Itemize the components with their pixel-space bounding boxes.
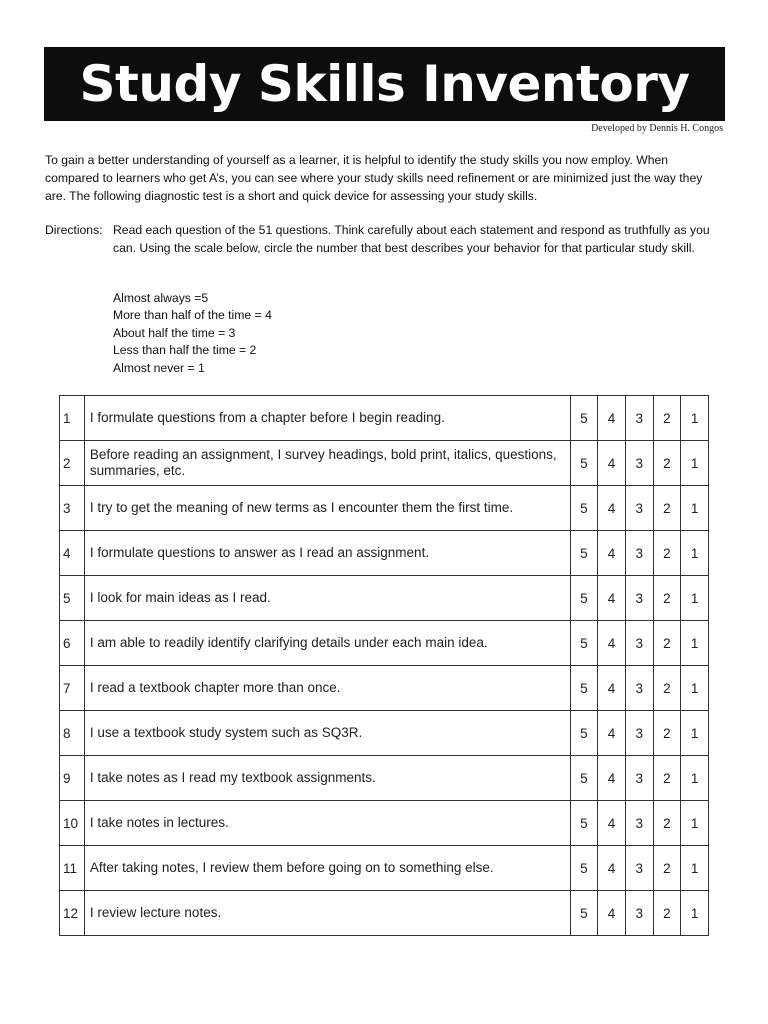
rating-option-3[interactable]: 3 (625, 801, 653, 846)
rating-option-5[interactable]: 5 (570, 531, 598, 576)
rating-option-2[interactable]: 2 (653, 801, 681, 846)
rating-scale (113, 290, 272, 377)
rating-option-4[interactable]: 4 (598, 891, 626, 936)
rating-option-1[interactable]: 1 (681, 576, 709, 621)
directions-block (45, 221, 725, 257)
question-text: I formulate questions to answer as I read an assignment. (84, 531, 570, 576)
question-text: I read a textbook chapter more than once. (84, 666, 570, 711)
rating-option-2[interactable]: 2 (653, 711, 681, 756)
rating-option-2[interactable]: 2 (653, 846, 681, 891)
rating-option-4[interactable]: 4 (598, 846, 626, 891)
intro-paragraph: To gain a better understanding of yourself as a learner, it is helpful to identify the study skills you now employ. When compared to learners who get A’s, you can see where your study skills need refinement or are minimized just the way they are. The following diagnostic test is a short and quick device for assessing your study skills. (45, 153, 703, 203)
rating-option-3[interactable]: 3 (625, 396, 653, 441)
question-text: I take notes as I read my textbook assignments. (84, 756, 570, 801)
question-number: 10 (60, 801, 85, 846)
rating-option-2[interactable]: 2 (653, 891, 681, 936)
rating-option-3[interactable]: 3 (625, 846, 653, 891)
question-row (60, 531, 709, 576)
question-number: 11 (60, 846, 85, 891)
rating-option-3[interactable]: 3 (625, 531, 653, 576)
rating-option-3[interactable]: 3 (625, 891, 653, 936)
scale-item: About half the time = 3 (113, 325, 236, 340)
inventory-table (59, 395, 709, 936)
rating-option-5[interactable]: 5 (570, 396, 598, 441)
rating-option-3[interactable]: 3 (625, 666, 653, 711)
directions-label: Directions: (45, 223, 103, 237)
question-row (60, 486, 709, 531)
rating-option-4[interactable]: 4 (598, 621, 626, 666)
rating-option-2[interactable]: 2 (653, 441, 681, 486)
question-text: I try to get the meaning of new terms as I encounter them the first time. (84, 486, 570, 531)
rating-option-4[interactable]: 4 (598, 756, 626, 801)
question-number: 3 (60, 486, 85, 531)
scale-item: Less than half the time = 2 (113, 343, 257, 358)
question-text: I am able to readily identify clarifying details under each main idea. (84, 621, 570, 666)
rating-option-4[interactable]: 4 (598, 396, 626, 441)
rating-option-2[interactable]: 2 (653, 531, 681, 576)
rating-option-2[interactable]: 2 (653, 576, 681, 621)
question-number: 5 (60, 576, 85, 621)
rating-option-1[interactable]: 1 (681, 486, 709, 531)
rating-option-3[interactable]: 3 (625, 441, 653, 486)
directions-text: Read each question of the 51 questions. Think carefully about each statement and respond as truthfully as you can. Using the scale below, circle the number that best describes your behavior for that particular study skill. (113, 223, 710, 255)
rating-option-4[interactable]: 4 (598, 711, 626, 756)
title-banner (44, 47, 725, 121)
question-number: 1 (60, 396, 85, 441)
question-number: 8 (60, 711, 85, 756)
rating-option-3[interactable]: 3 (625, 486, 653, 531)
question-text: I formulate questions from a chapter before I begin reading. (84, 396, 570, 441)
rating-option-1[interactable]: 1 (681, 756, 709, 801)
rating-option-2[interactable]: 2 (653, 621, 681, 666)
rating-option-5[interactable]: 5 (570, 756, 598, 801)
question-text: After taking notes, I review them before going on to something else. (84, 846, 570, 891)
rating-option-4[interactable]: 4 (598, 441, 626, 486)
rating-option-2[interactable]: 2 (653, 756, 681, 801)
question-row (60, 666, 709, 711)
rating-option-5[interactable]: 5 (570, 846, 598, 891)
rating-option-2[interactable]: 2 (653, 396, 681, 441)
rating-option-3[interactable]: 3 (625, 621, 653, 666)
question-number: 4 (60, 531, 85, 576)
question-row (60, 621, 709, 666)
rating-option-1[interactable]: 1 (681, 531, 709, 576)
question-number: 9 (60, 756, 85, 801)
rating-option-4[interactable]: 4 (598, 801, 626, 846)
rating-option-1[interactable]: 1 (681, 846, 709, 891)
rating-option-1[interactable]: 1 (681, 891, 709, 936)
rating-option-3[interactable]: 3 (625, 576, 653, 621)
rating-option-1[interactable]: 1 (681, 441, 709, 486)
scale-item: Almost never = 1 (113, 360, 205, 375)
rating-option-4[interactable]: 4 (598, 666, 626, 711)
question-number: 2 (60, 441, 85, 486)
rating-option-1[interactable]: 1 (681, 396, 709, 441)
question-text: Before reading an assignment, I survey headings, bold print, italics, questions, summaries, etc. (84, 441, 570, 486)
question-row (60, 891, 709, 936)
question-row (60, 801, 709, 846)
question-row (60, 576, 709, 621)
rating-option-1[interactable]: 1 (681, 801, 709, 846)
question-text: I review lecture notes. (84, 891, 570, 936)
rating-option-4[interactable]: 4 (598, 531, 626, 576)
rating-option-5[interactable]: 5 (570, 666, 598, 711)
rating-option-5[interactable]: 5 (570, 801, 598, 846)
rating-option-4[interactable]: 4 (598, 576, 626, 621)
rating-option-1[interactable]: 1 (681, 621, 709, 666)
rating-option-5[interactable]: 5 (570, 486, 598, 531)
rating-option-5[interactable]: 5 (570, 576, 598, 621)
question-number: 7 (60, 666, 85, 711)
question-row (60, 441, 709, 486)
question-row (60, 711, 709, 756)
question-row (60, 846, 709, 891)
author-credit: Developed by Dennis H. Congos (591, 123, 723, 134)
page-title: Study Skills Inventory (79, 55, 690, 113)
question-number: 12 (60, 891, 85, 936)
scale-item: Almost always =5 (113, 291, 209, 305)
question-text: I take notes in lectures. (84, 801, 570, 846)
rating-option-3[interactable]: 3 (625, 756, 653, 801)
question-text: I use a textbook study system such as SQ3R. (84, 711, 570, 756)
rating-option-5[interactable]: 5 (570, 621, 598, 666)
question-row (60, 396, 709, 441)
rating-option-2[interactable]: 2 (653, 486, 681, 531)
question-text: I look for main ideas as I read. (84, 576, 570, 621)
rating-option-4[interactable]: 4 (598, 486, 626, 531)
rating-option-5[interactable]: 5 (570, 711, 598, 756)
rating-option-5[interactable]: 5 (570, 441, 598, 486)
rating-option-3[interactable]: 3 (625, 711, 653, 756)
rating-option-1[interactable]: 1 (681, 666, 709, 711)
rating-option-1[interactable]: 1 (681, 711, 709, 756)
question-row (60, 756, 709, 801)
rating-option-5[interactable]: 5 (570, 891, 598, 936)
rating-option-2[interactable]: 2 (653, 666, 681, 711)
question-number: 6 (60, 621, 85, 666)
scale-item: More than half of the time = 4 (113, 308, 272, 323)
